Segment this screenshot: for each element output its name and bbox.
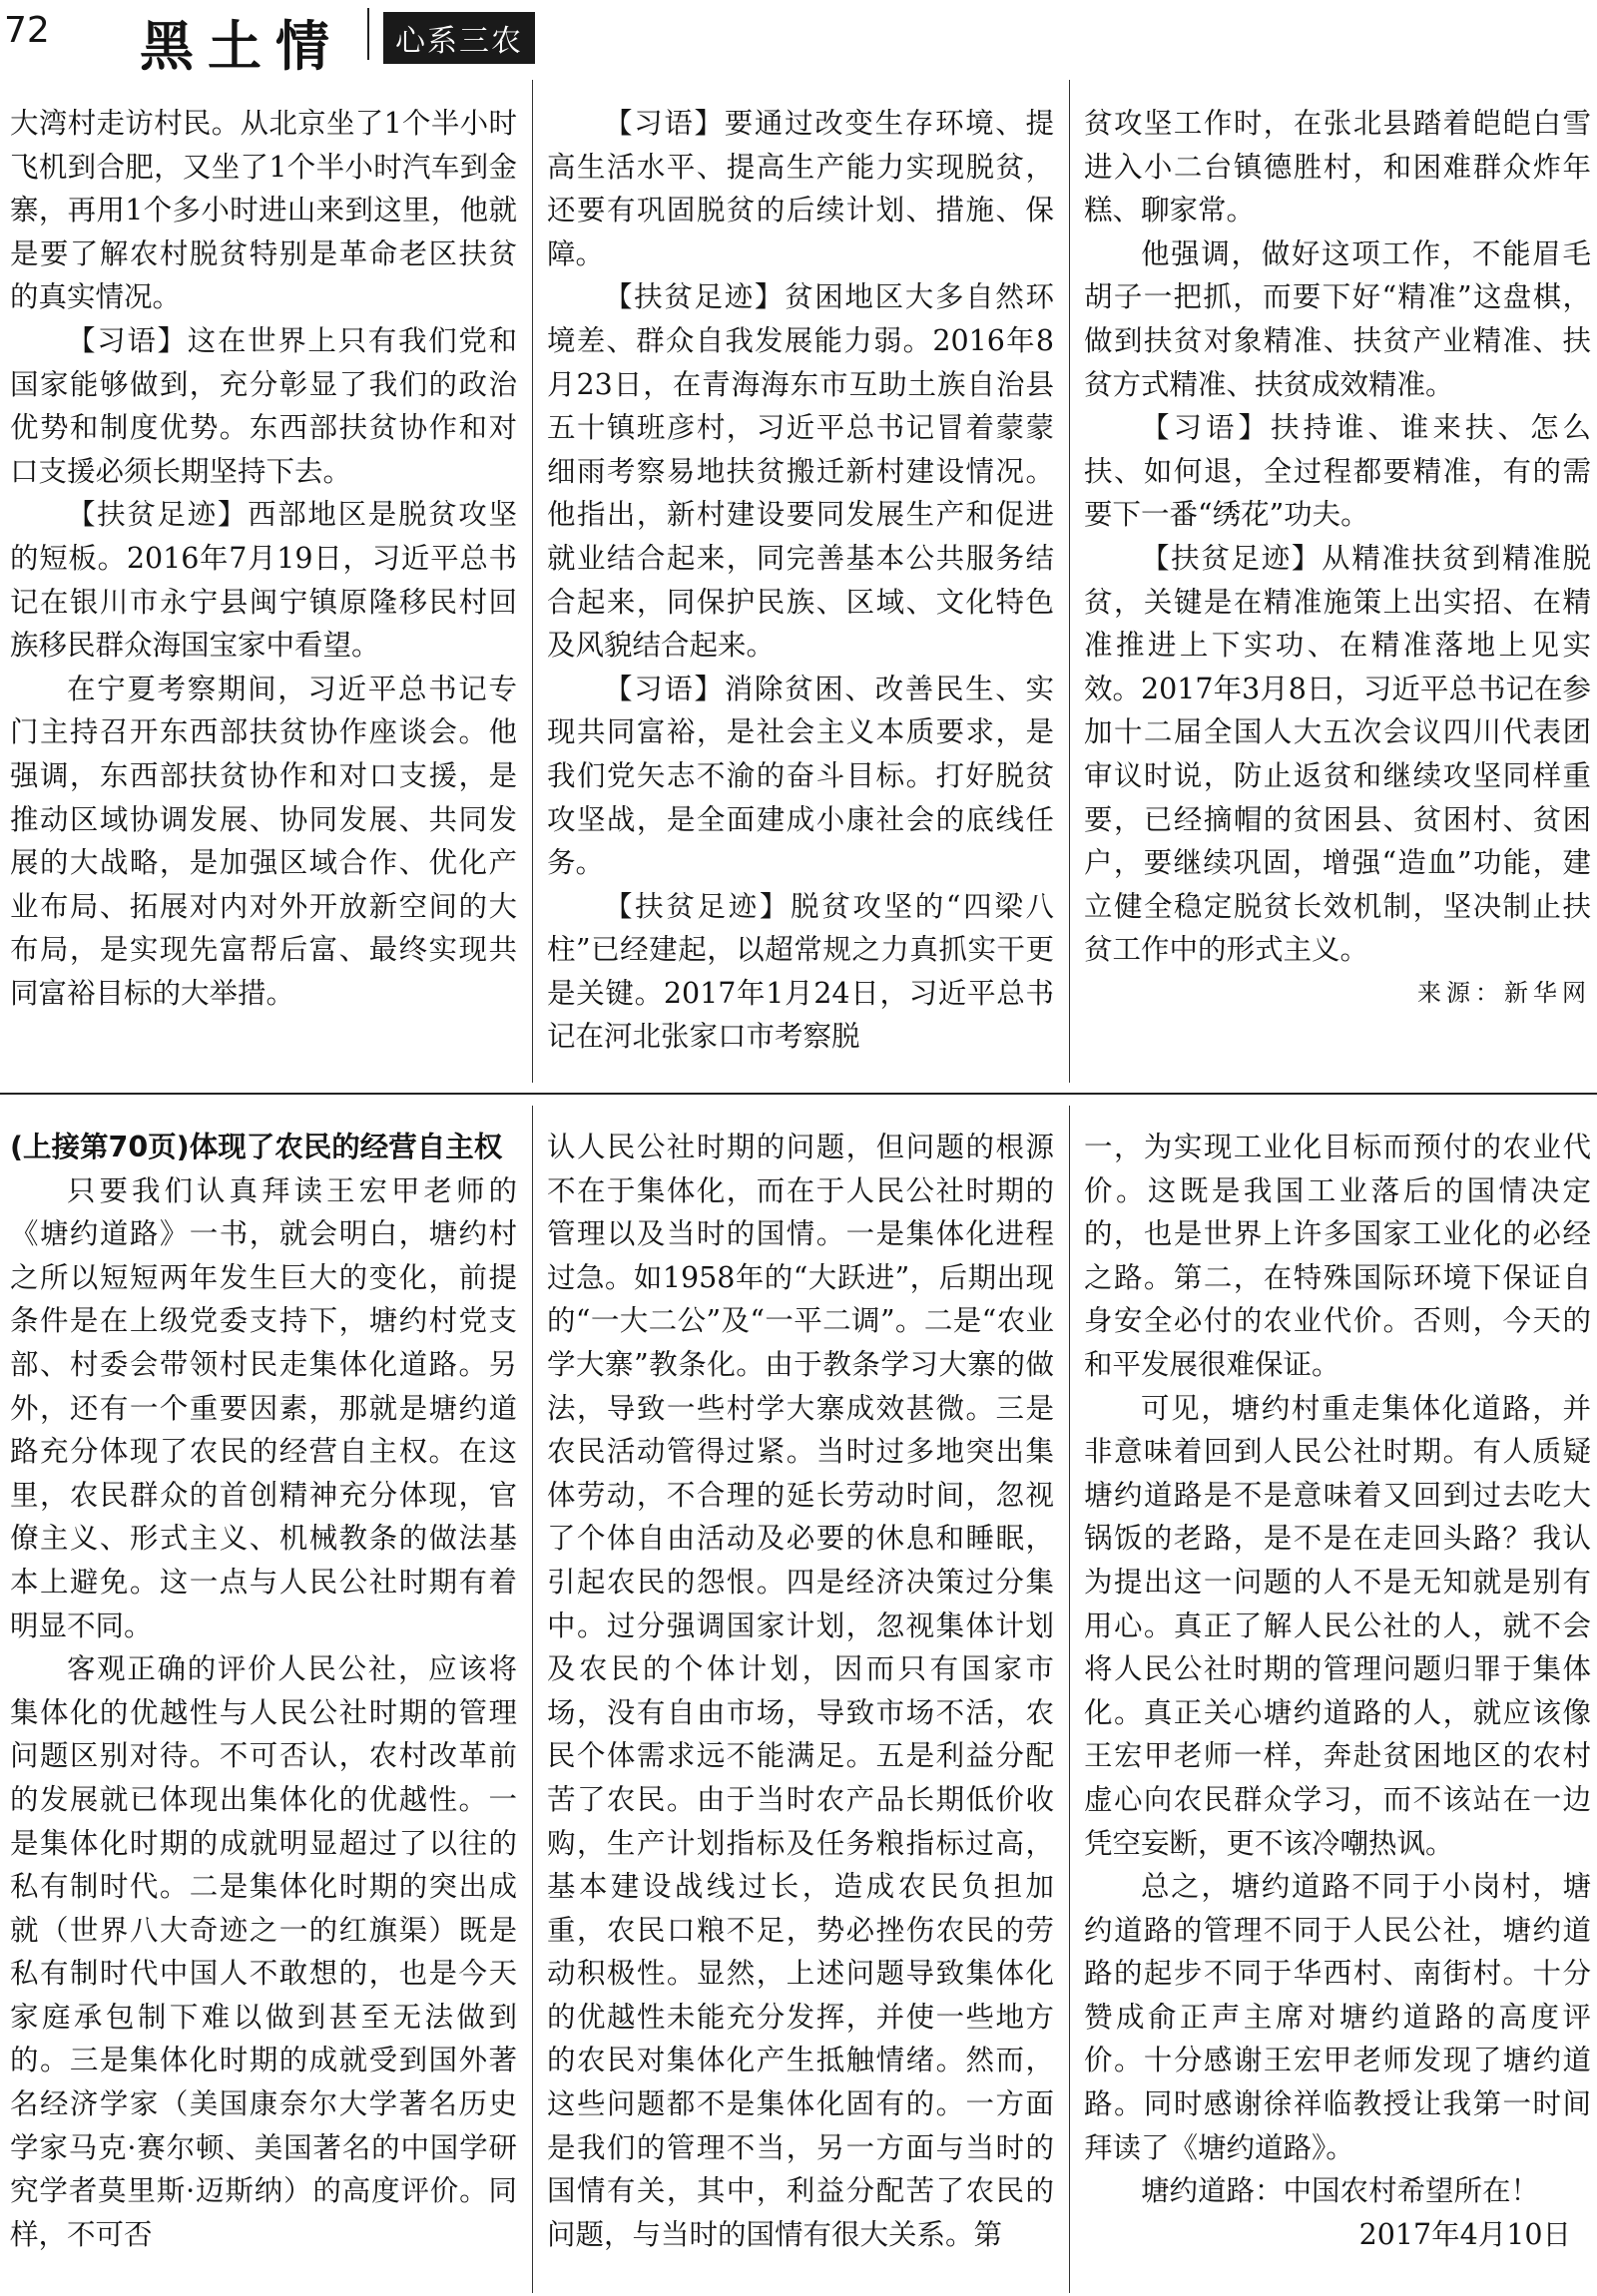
paragraph: 认人民公社时期的问题，但问题的根源不在于集体化，而在于人民公社时期的管理以及当时的国情。一是集体化进程过急。如1958年的“大跃进”，后期出现的“一大二公”及“一平二调”。二是“农业学大寨”教条化。由于教条学习大寨的做法，导致一些村学大寨成效甚微。三是农民活动管得过紧。当时过多地突出集体劳动，不合理的延长劳动时间，忽视了个体自由活动及必要的休息和睡眠，引起农民的怨恨。四是经济决策过分集中。过分强调国家计划，忽视集体计划及农民的个体计划，因而只有国家市场，没有自由市场，导致市场不活，农民个体需求远不能满足。五是利益分配苦了农民。由于当时农产品长期低价收购，生产计划指标及任务粮指标过高，基本建设战线过长，造成农民负担加重，农民口粮不足，势必挫伤农民的劳动积极性。显然，上述问题导致集体化的优越性未能充分发挥，并使一些地方的农民对集体化产生抵触情绪。然而，这些问题都不是集体化固有的。一方面是我们的管理不当，另一方面与当时的国情有关，其中，利益分配苦了农民的问题，与当时的国情有很大关系。第 bbox=[547, 1131, 1054, 2251]
paragraph: 一，为实现工业化目标而预付的农业代价。这既是我国工业落后的国情决定的，也是世界上许多国家工业化的必经之路。第二，在特殊国际环境下保证自身安全必付的农业代价。否则，今天的和平发展很难保证。 bbox=[1084, 1131, 1591, 1381]
bottom-column-2 bbox=[547, 1126, 1054, 2256]
column-rule bbox=[532, 1106, 533, 2293]
paragraph: 【习语】消除贫困、改善民生、实现共同富裕，是社会主义本质要求，是我们党矢志不渝的奋斗目标。打好脱贫攻坚战，是全面建成小康社会的底线任务。 bbox=[547, 672, 1054, 880]
top-column-3 bbox=[1084, 102, 1591, 1015]
section-tag: 心系三农 bbox=[383, 12, 535, 64]
paragraph: 【扶贫足迹】脱贫攻坚的“四梁八柱”已经建起，以超常规之力真抓实干更是关键。2017年1月24日，习近平总书记在河北张家口市考察脱 bbox=[547, 889, 1054, 1054]
paragraph: 总之，塘约道路不同于小岗村，塘约道路的管理不同于人民公社，塘约道路的起步不同于华西村、南街村。十分赞成俞正声主席对塘约道路的高度评价。十分感谢王宏甲老师发现了塘约道路。同时感谢徐祥临教授让我第一时间拜读了《塘约道路》。 bbox=[1084, 1870, 1591, 2164]
paragraph: 【扶贫足迹】西部地区是脱贫攻坚的短板。2016年7月19日，习近平总书记在银川市永宁县闽宁镇原隆移民村回族移民群众海国宝家中看望。 bbox=[10, 498, 517, 663]
page-number: 72 bbox=[4, 10, 50, 51]
paragraph: 【习语】要通过改变生存环境、提高生活水平、提高生产能力实现脱贫，还要有巩固脱贫的后续计划、措施、保障。 bbox=[547, 107, 1054, 270]
paragraph: 【扶贫足迹】贫困地区大多自然环境差、群众自我发展能力弱。2016年8月23日，在青海海东市互助土族自治县五十镇班彦村，习近平总书记冒着蒙蒙细雨考察易地扶贫搬迁新村建设情况。他指出，新村建设要同发展生产和促进就业结合起来，同完善基本公共服务结合起来，同保护民族、区域、文化特色及风貌结合起来。 bbox=[547, 280, 1054, 663]
paragraph: 【习语】扶持谁、谁来扶、怎么扶、如何退，全过程都要精准，有的需要下一番“绣花”功夫。 bbox=[1084, 411, 1591, 532]
continued-from-heading: (上接第70页)体现了农民的经营自主权 bbox=[10, 1131, 503, 1163]
page-header bbox=[0, 0, 1597, 78]
column-rule bbox=[1069, 80, 1070, 1083]
paragraph: 可见，塘约村重走集体化道路，并非意味着回到人民公社时期。有人质疑塘约道路是不是意味着又回到过去吃大锅饭的老路，是不是在走回头路？我认为提出这一问题的人不是无知就是别有用心。真正了解人民公社的人，就不会将人民公社时期的管理问题归罪于集体化。真正关心塘约道路的人，就应该像王宏甲老师一样，奔赴贫困地区的农村虚心向农民群众学习，而不该站在一边凭空妄断，更不该冷嘲热讽。 bbox=[1084, 1391, 1591, 1860]
bottom-column-1 bbox=[10, 1126, 517, 2256]
paragraph: 在宁夏考察期间，习近平总书记专门主持召开东西部扶贫协作座谈会。他强调，东西部扶贫协作和对口支援，是推动区域协调发展、协同发展、共同发展的大战略，是加强区域合作、优化产业布局、拓展对内对外开放新空间的大布局，是实现先富帮后富、最终实现共同富裕目标的大举措。 bbox=[10, 672, 517, 1010]
paragraph: 他强调，做好这项工作，不能眉毛胡子一把抓，而要下好“精准”这盘棋，做到扶贫对象精准、扶贫产业精准、扶贫方式精准、扶贫成效精准。 bbox=[1084, 236, 1591, 401]
bottom-column-3 bbox=[1084, 1126, 1591, 2256]
closing-line: 塘约道路：中国农村希望所在！ bbox=[1141, 2174, 1540, 2208]
paragraph: 只要我们认真拜读王宏甲老师的《塘约道路》一书，就会明白，塘约村之所以短短两年发生巨大的变化，前提条件是在上级党委支持下，塘约村党支部、村委会带领村民走集体化道路。另外，还有一个重要因素，那就是塘约道路充分体现了农民的经营自主权。在这里，农民群众的首创精神充分体现，官僚主义、形式主义、机械教条的做法基本上避免。这一点与人民公社时期有着明显不同。 bbox=[10, 1173, 517, 1642]
paragraph: 【习语】这在世界上只有我们党和国家能够做到，充分彰显了我们的政治优势和制度优势。东西部扶贫协作和对口支援必须长期坚持下去。 bbox=[10, 323, 517, 488]
top-column-2 bbox=[547, 102, 1054, 1059]
column-rule bbox=[532, 80, 533, 1083]
paragraph: 大湾村走访村民。从北京坐了1个半小时飞机到合肥，又坐了1个半小时汽车到金寨，再用1个多小时进山来到这里，他就是要了解农村脱贫特别是革命老区扶贫的真实情况。 bbox=[10, 107, 517, 314]
section-divider bbox=[0, 1093, 1597, 1095]
paragraph: 贫攻坚工作时，在张北县踏着皑皑白雪进入小二台镇德胜村，和困难群众炸年糕、聊家常。 bbox=[1084, 107, 1591, 228]
source-credit: 来源：新华网 bbox=[1417, 978, 1591, 1007]
top-column-1 bbox=[10, 102, 517, 1015]
header-divider bbox=[367, 8, 369, 60]
paragraph: 客观正确的评价人民公社，应该将集体化的优越性与人民公社时期的管理问题区别对待。不可否认，农村改革前的发展就已体现出集体化的优越性。一是集体化时期的成就明显超过了以往的私有制时代。二是集体化时期的突出成就（世界八大奇迹之一的红旗渠）既是私有制时代中国人不敢想的，也是今天家庭承包制下难以做到甚至无法做到的。三是集体化时期的成就受到国外著名经济学家（美国康奈尔大学著名历史学家马克·赛尔顿、美国著名的中国学研究学者莫里斯·迈斯纳）的高度评价。同样，不可否 bbox=[10, 1652, 517, 2251]
paragraph: 【扶贫足迹】从精准扶贫到精准脱贫，关键是在精准施策上出实招、在精准推进上下实功、在精准落地上见实效。2017年3月8日，习近平总书记在参加十二届全国人大五次会议四川代表团审议时说，防止返贫和继续攻坚同样重要，已经摘帽的贫困县、贫困村、贫困户，要继续巩固，增强“造血”功能，建立健全稳定脱贫长效机制，坚决制止扶贫工作中的形式主义。 bbox=[1084, 541, 1591, 967]
magazine-title: 黑土情 bbox=[140, 14, 343, 78]
article-date: 2017年4月10日 bbox=[1358, 2217, 1571, 2251]
column-rule bbox=[1069, 1106, 1070, 2293]
